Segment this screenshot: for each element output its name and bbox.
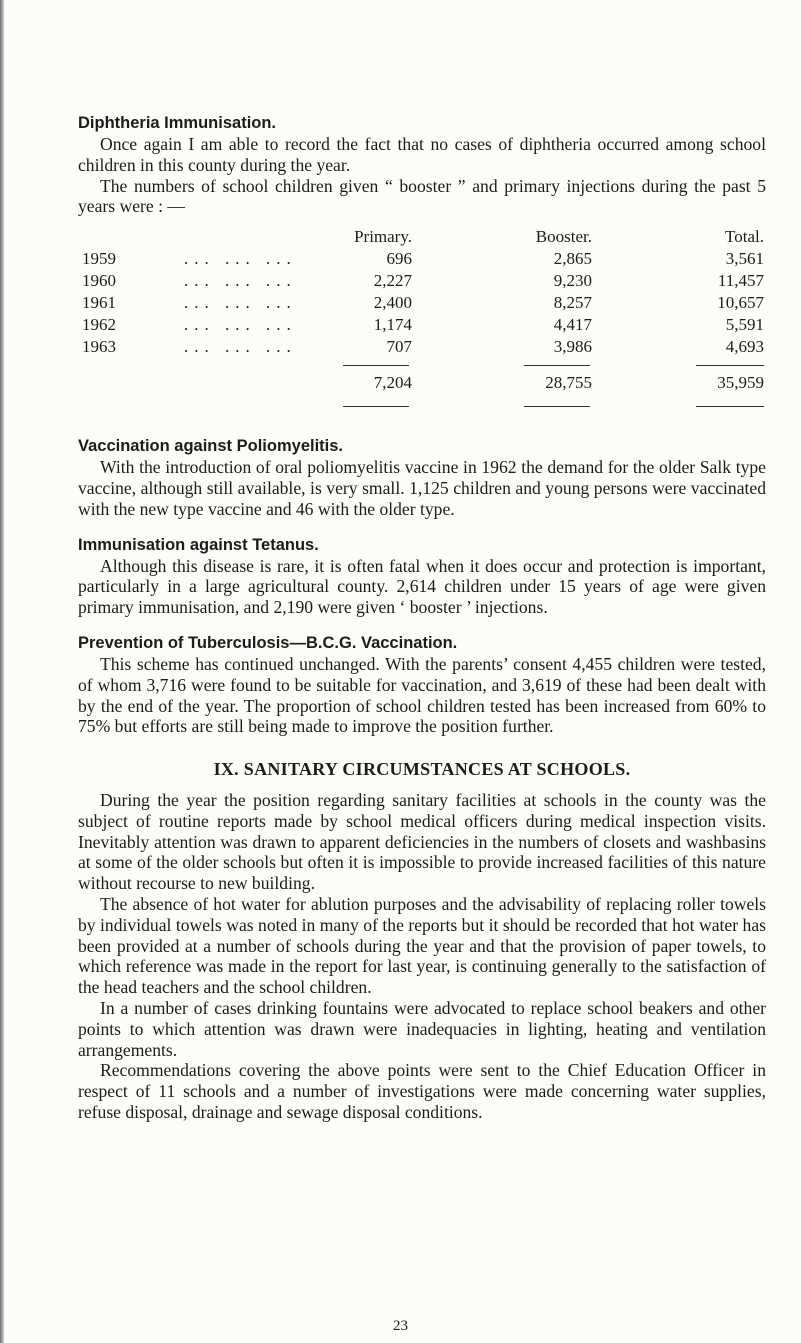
- page-number: 23: [393, 1318, 408, 1334]
- column-header-booster: Booster.: [535, 227, 592, 247]
- tetanus-paragraph: Although this disease is rare, it is often fatal when it does occur and protection is important, particularly in a large agricultural county. 2,614 children under 15 years of age were given primary immunisation, and 2,190 were given ‘ booster ’ injections.: [78, 555, 766, 618]
- table-cell-total: 5,591: [725, 315, 764, 335]
- sanitary-heading: IX. SANITARY CIRCUMSTANCES AT SCHOOLS.: [213, 759, 631, 780]
- table-cell-booster: 4,417: [553, 315, 592, 335]
- column-header-total: Total.: [725, 227, 764, 247]
- document-page: [78, 112, 766, 1123]
- sanitary-paragraph-1: During the year the position regarding sanitary facilities at schools in the county was the subject of routine reports made by school medical officers during medical inspection visits. Inevitably attention was drawn to apparent deficiencies in the numbers of closets and washbasins at some of the older schools but often it is impossible to provide increased facilities of this nature without recourse to new building.: [78, 789, 766, 894]
- rule-primary-top: [343, 365, 409, 366]
- rule-primary-bottom: [343, 406, 409, 407]
- table-cell-total: 11,457: [717, 271, 764, 291]
- table-cell-primary: 2,227: [373, 271, 412, 291]
- table-cell-primary: 696: [386, 249, 412, 269]
- tetanus-section: [78, 534, 766, 618]
- diphtheria-paragraph-1: Once again I am able to record the fact that no cases of diphtheria occurred among school children in this county during the year.: [78, 134, 766, 175]
- rule-booster-bottom: [524, 406, 590, 407]
- binding-edge: [0, 0, 4, 1343]
- table-cell-primary: 1,174: [373, 315, 412, 335]
- column-header-primary: Primary.: [354, 227, 412, 247]
- table-cell-booster: 8,257: [553, 293, 592, 313]
- table-row-year: 1959: [82, 249, 116, 269]
- polio-heading: Vaccination against Poliomyelitis.: [78, 437, 343, 456]
- total-total: 35,959: [717, 373, 764, 393]
- rule-total-bottom: [696, 406, 764, 407]
- total-booster: 28,755: [545, 373, 592, 393]
- table-cell-booster: 3,986: [553, 337, 592, 357]
- table-row-leader: ... ... ...: [184, 293, 297, 313]
- sanitary-paragraph-3: In a number of cases drinking fountains were advocated to replace school beakers and other points to which attention was drawn were inadequacies in lighting, heating and ventilation arrangements.: [78, 997, 766, 1060]
- table-row-leader: ... ... ...: [184, 249, 297, 269]
- sanitary-paragraph-4: Recommendations covering the above points were sent to the Chief Education Officer in respect of 11 schools and a number of investigations were made concerning water supplies, refuse disposal, drainage and sewage disposal conditions.: [78, 1060, 766, 1122]
- table-row-year: 1960: [82, 271, 116, 291]
- table-cell-total: 4,693: [725, 337, 764, 357]
- tb-paragraph: This scheme has continued unchanged. With the parents’ consent 4,455 children were tested, of whom 3,716 were found to be suitable for vaccination, and 3,619 of these had been dealt with by the end of the year. The proportion of school children tested has been increased from 60% to 75% but efforts are still being made to improve the position further.: [78, 653, 766, 737]
- table-cell-booster: 9,230: [553, 271, 592, 291]
- table-row-year: 1963: [82, 337, 116, 357]
- polio-paragraph: With the introduction of oral poliomyelitis vaccine in 1962 the demand for the older Salk type vaccine, although still available, is very small. 1,125 children and young persons were vaccinated with the new type vaccine and 46 with the older type.: [78, 457, 766, 519]
- table-cell-primary: 707: [386, 337, 412, 357]
- table-row-year: 1961: [82, 293, 116, 313]
- tetanus-heading: Immunisation against Tetanus.: [78, 535, 319, 554]
- rule-total-top: [696, 365, 764, 366]
- table-row-leader: ... ... ...: [184, 271, 297, 291]
- diphtheria-paragraph-2: The numbers of school children given “ booster ” and primary injections during the past 5 years were : —: [78, 175, 766, 217]
- table-cell-total: 10,657: [717, 293, 764, 313]
- rule-booster-top: [524, 365, 590, 366]
- table-row-leader: ... ... ...: [184, 315, 297, 335]
- sanitary-paragraph-2: The absence of hot water for ablution purposes and the advisability of replacing roller towels by individual towels was noted in many of the reports but it should be recorded that hot water has been provided at a number of schools during the year and that the provision of paper towels, to which reference was made in the report for last year, is continuing generally to the satisfaction of the head teachers and the school children.: [78, 893, 766, 998]
- tb-heading: Prevention of Tuberculosis—B.C.G. Vaccination.: [78, 633, 458, 652]
- table-cell-booster: 2,865: [553, 249, 592, 269]
- total-primary: 7,204: [373, 373, 412, 393]
- sanitary-section: [78, 759, 766, 1123]
- diphtheria-section: [78, 112, 766, 435]
- immunisation-table: [78, 223, 766, 435]
- table-row-year: 1962: [82, 315, 116, 335]
- table-row-leader: ... ... ...: [184, 337, 297, 357]
- diphtheria-heading: Diphtheria Immunisation.: [78, 114, 277, 132]
- polio-section: [78, 435, 766, 519]
- table-cell-total: 3,561: [725, 249, 764, 269]
- tb-section: [78, 632, 766, 737]
- table-cell-primary: 2,400: [373, 293, 412, 313]
